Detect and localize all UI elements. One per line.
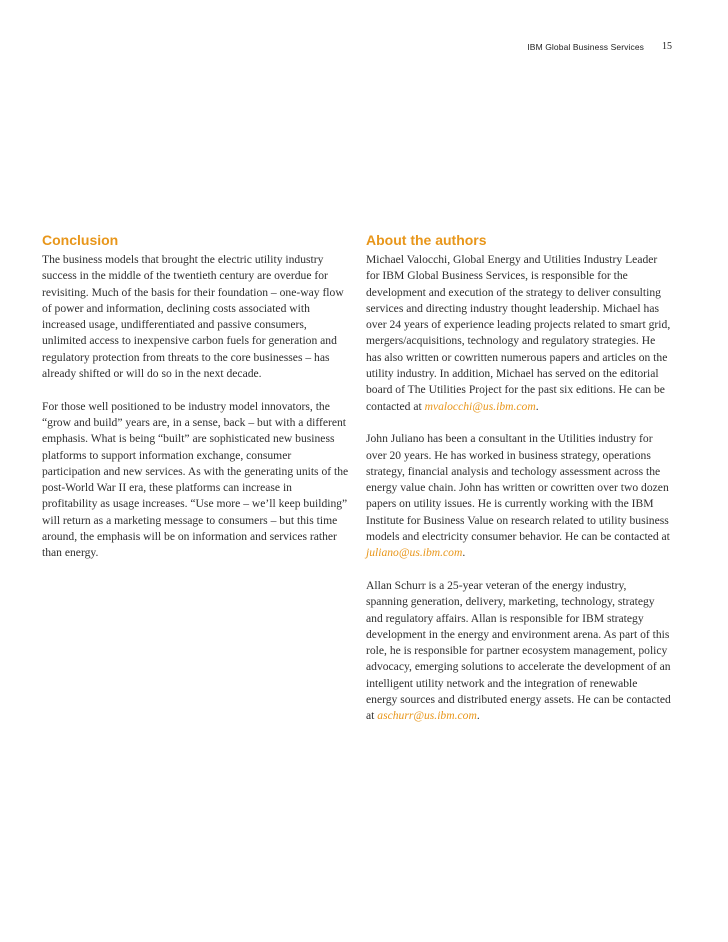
conclusion-paragraph: The business models that brought the electric utility industry success in the middle of the twentieth century are overdue for revisiting. Much of the basis for their foundation – one-way flow of power and information, declining costs associated with increased usage, undifferentiated and passive consumers, unlimited access to inexpensive carbon fuels for generation and regulatory protection from threats to the core businesses – has already shifted or will do so in the next decade. bbox=[42, 253, 344, 381]
running-header-title: IBM Global Business Services bbox=[527, 42, 644, 52]
conclusion-heading: Conclusion bbox=[42, 232, 119, 248]
author-bio-juliano bbox=[366, 431, 671, 561]
author-bio-valocchi bbox=[366, 252, 671, 415]
author-bio-text: Allan Schurr is a 25-year veteran of the energy industry, spanning generation, delivery, marketing, technology, strategy and regulatory affairs. Allan is responsible for IBM strategy development in the energy and environment arena. As part of this role, he is responsible for partner ecosystem management, policy advocacy, emerging solutions to accelerate the development of an intelligent utility network and the integration of renewable energy sources and distributed energy assets. He can be contacted at bbox=[366, 578, 671, 723]
authors-heading: About the authors bbox=[366, 232, 487, 248]
author-bio-text: Michael Valocchi, Global Energy and Utilities Industry Leader for IBM Global Business Services, is responsible for the development and execution of the strategy to deliver consulting services and directing industry thought leadership. Michael has over 24 years of experience leading projects related to smart grid, mergers/acquisitions, technology and regulatory strategies. He has also written or cowritten numerous papers and articles on the utility industry. In addition, Michael has served on the editorial board of The Utilities Project for the past six editions. He can be contacted at bbox=[366, 253, 671, 413]
author-email-link[interactable]: mvalocchi@us.ibm.com bbox=[424, 399, 536, 413]
page-number: 15 bbox=[662, 41, 672, 52]
author-bio-schurr bbox=[366, 578, 671, 725]
author-bio-suffix: . bbox=[462, 546, 466, 560]
conclusion-section bbox=[42, 232, 350, 578]
author-email-link[interactable]: aschurr@us.ibm.com bbox=[377, 709, 477, 723]
page-header bbox=[0, 40, 728, 56]
author-bio-suffix: . bbox=[535, 399, 539, 413]
author-email-link[interactable]: juliano@us.ibm.com bbox=[366, 546, 463, 560]
conclusion-paragraph: For those well positioned to be industry model innovators, the “grow and build” years are, in a sense, back – but with a different emphasis. What is being “built” are sophisticated new business platforms to support information exchange, consumer participation and new services. As with the generating units of the post-World War II era, these platforms can increase in profitability as usage increases. “Use more – we’ll keep building” will return as a marketing message to consumers – but this time around, the emphasis will be on information and services rather than energy. bbox=[42, 399, 349, 560]
author-bio-suffix: . bbox=[476, 709, 480, 723]
authors-section bbox=[366, 232, 671, 741]
author-bio-text: John Juliano has been a consultant in the Utilities industry for over 20 years. He has worked in business strategy, operations strategy, financial analysis and techology assessment across the energy value chain. John has written or cowritten over two dozen papers on utility issues. He is currently working with the IBM Institute for Business Value on research related to utility business models and electricity consumer behavior. He can be contacted at bbox=[366, 432, 670, 544]
